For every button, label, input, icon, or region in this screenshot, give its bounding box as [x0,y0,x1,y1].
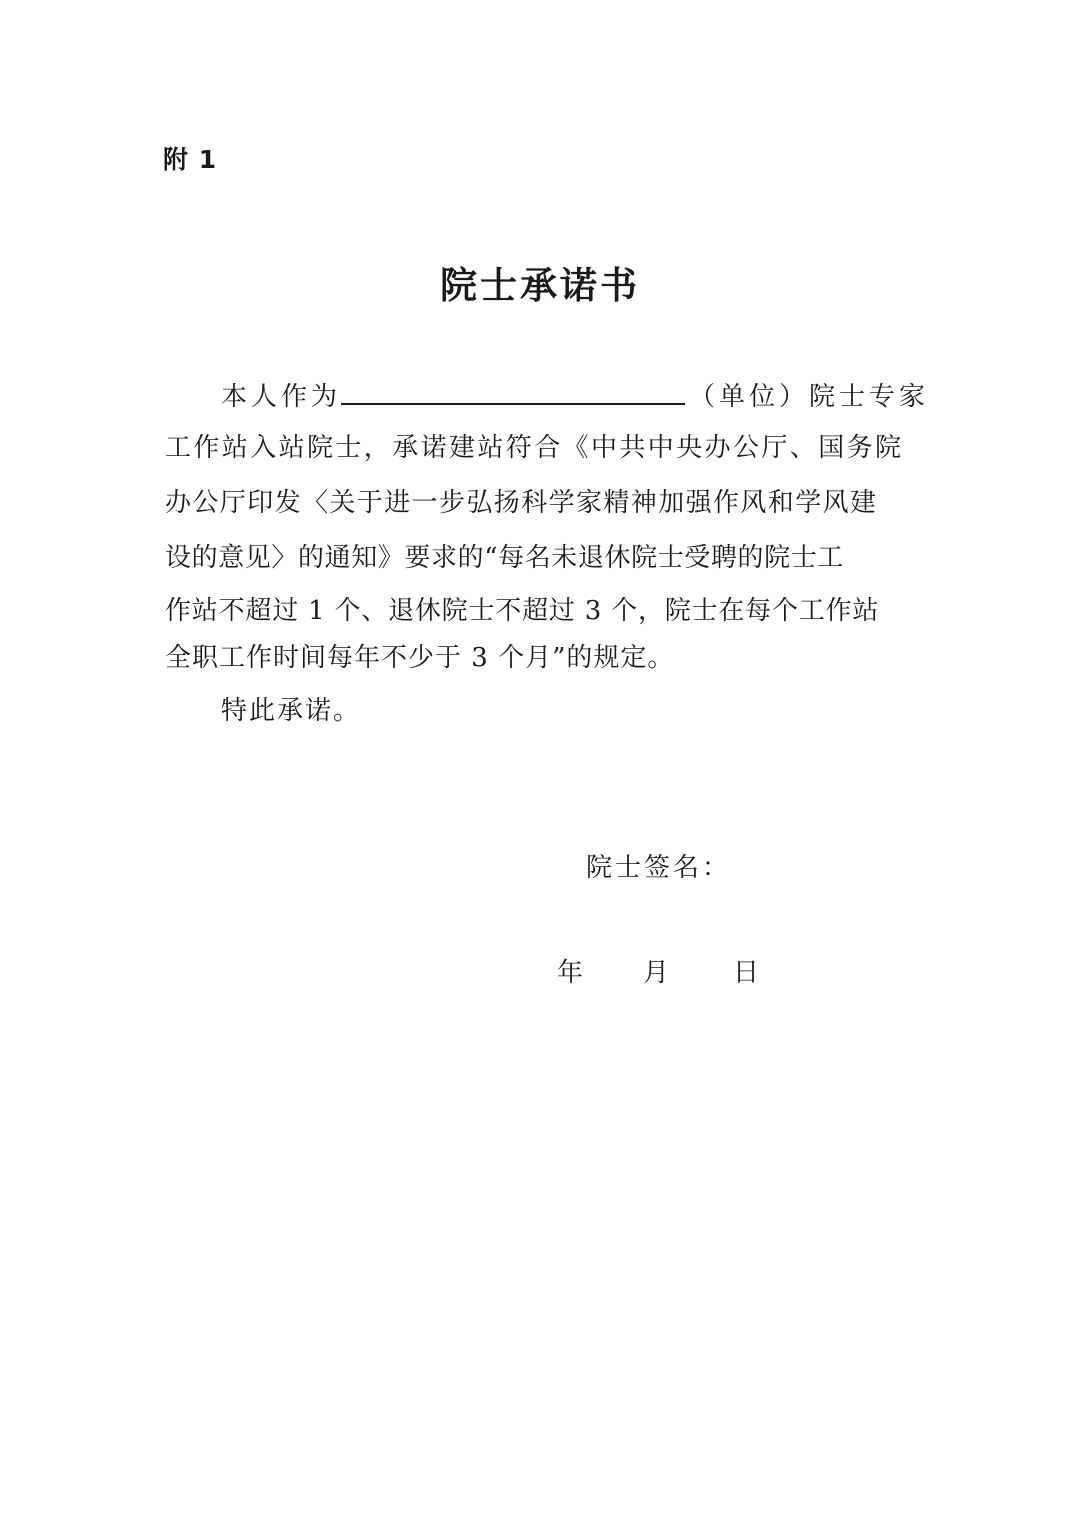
unit-blank-field[interactable] [341,377,685,405]
body-line-1-prefix: 本人作为 [221,382,342,412]
body-line-2: 工作站入站院士，承诺建站符合《中共中央办公厅、国务院 [165,433,904,463]
signature-label: 院士签名： [586,853,732,883]
date-month-label: 月 [643,958,670,988]
date-year-label: 年 [557,958,584,988]
body-line-1 [221,377,929,415]
attachment-label: 附 1 [163,145,218,174]
date-day-label: 日 [733,958,760,988]
closing-statement: 特此承诺。 [221,696,362,726]
body-line-3: 办公厅印发〈关于进一步弘扬科学家精神加强作风和学风建 [165,488,878,518]
document-title: 院士承诺书 [440,264,640,307]
body-line-4: 设的意见〉的通知》要求的“每名未退休院士受聘的院士工 [165,543,844,573]
body-line-5: 作站不超过 1 个、退休院士不超过 3 个，院士在每个工作站 [165,596,880,626]
body-line-6: 全职工作时间每年不少于 3 个月”的规定。 [165,643,675,673]
body-line-1-suffix: （单位）院士专家 [689,382,930,412]
